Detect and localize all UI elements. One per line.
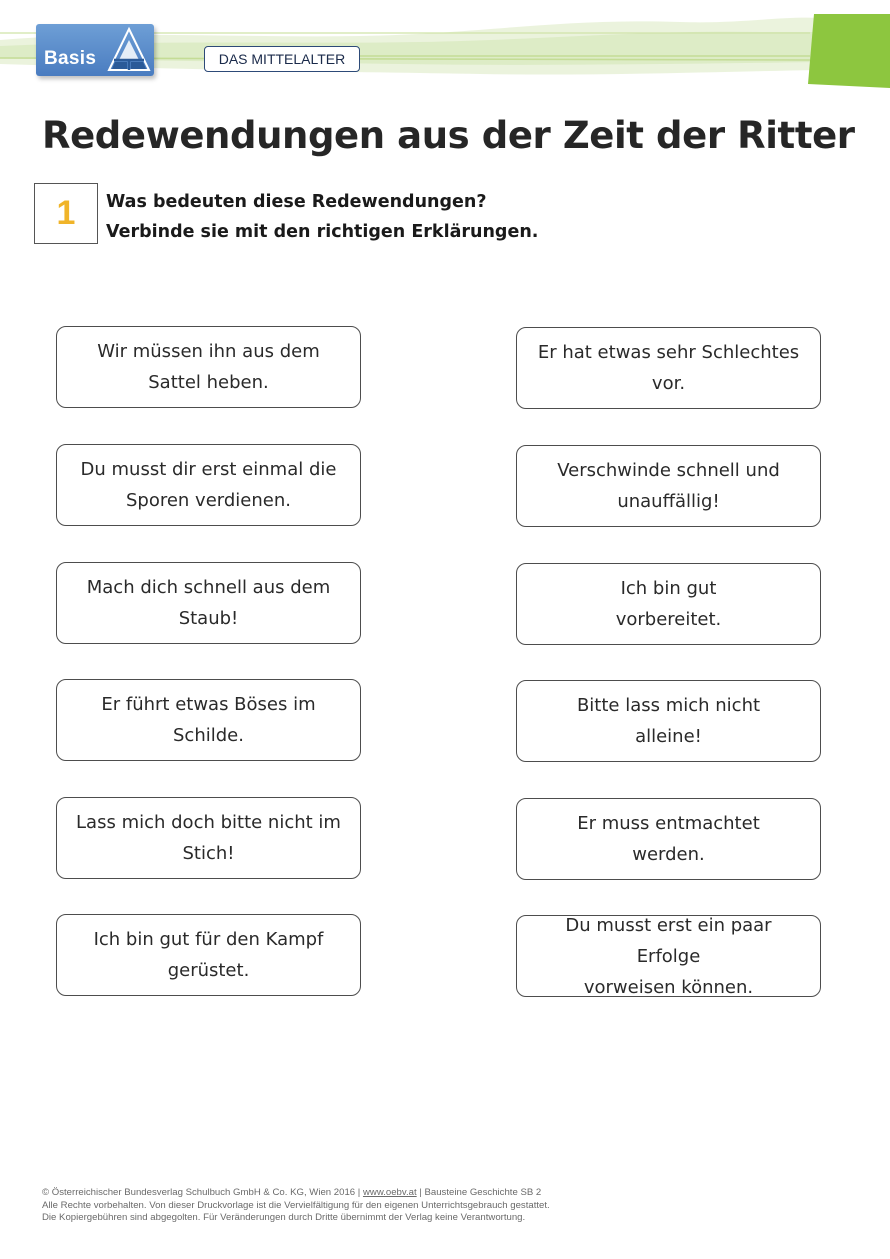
- card-text: [94, 924, 324, 986]
- explanation-card[interactable]: [516, 798, 821, 880]
- card-text: [101, 689, 315, 751]
- explanation-card[interactable]: [516, 563, 821, 645]
- card-text: [538, 337, 799, 399]
- card-line: Mach dich schnell aus dem: [86, 577, 331, 598]
- card-line: Stich!: [182, 843, 235, 864]
- logo-text: Basis: [44, 48, 97, 69]
- card-text: [577, 690, 760, 752]
- card-line: vorweisen können.: [583, 976, 754, 998]
- idiom-card[interactable]: [56, 326, 361, 408]
- card-line: Verschwinde schnell und: [557, 460, 780, 481]
- idiom-card[interactable]: [56, 444, 361, 526]
- card-line: Er führt etwas Böses im: [101, 694, 316, 715]
- card-line: Er hat etwas sehr Schlechtes: [537, 342, 800, 363]
- green-corner-tab: [808, 14, 890, 88]
- card-text: [531, 910, 806, 1003]
- card-text: [577, 808, 760, 870]
- card-line: Er muss entmachtet: [577, 813, 760, 834]
- card-line: Du musst dir erst einmal die: [80, 459, 337, 480]
- card-text: [97, 336, 320, 398]
- card-line: Wir müssen ihn aus dem: [97, 341, 320, 362]
- idiom-card[interactable]: [56, 914, 361, 996]
- explanation-card[interactable]: [516, 445, 821, 527]
- idiom-card[interactable]: [56, 562, 361, 644]
- card-line: alleine!: [635, 726, 702, 747]
- task-number-box: 1: [34, 183, 98, 244]
- section-tag: DAS MITTELALTER: [204, 46, 360, 72]
- instruction-line-2: Verbinde sie mit den richtigen Erklärungen.: [106, 222, 539, 242]
- card-line: Ich bin gut für den Kampf: [93, 929, 324, 950]
- card-text: [616, 573, 722, 635]
- copyright-footer: [42, 1187, 550, 1225]
- card-line: Staub!: [178, 608, 239, 629]
- card-line: Sattel heben.: [148, 372, 269, 393]
- card-text: [557, 455, 780, 517]
- card-line: Lass mich doch bitte nicht im: [76, 812, 341, 833]
- footer-text: | Bausteine Geschichte SB 2: [416, 1187, 542, 1198]
- footer-line-2: Alle Rechte vorbehalten. Von dieser Druckvorlage ist die Vervielfältigung für den eigenen Unterrichtsgebrauch gestattet.: [42, 1199, 550, 1211]
- pyramid-icon: [106, 26, 152, 74]
- card-text: [76, 807, 341, 869]
- card-line: unauffällig!: [617, 491, 720, 512]
- footer-line-1: [42, 1187, 550, 1200]
- instruction-line-1: Was bedeuten diese Redewendungen?: [106, 192, 487, 212]
- card-text: [81, 454, 337, 516]
- basis-logo: [36, 24, 154, 76]
- task-instructions: [106, 187, 538, 247]
- explanation-card[interactable]: [516, 327, 821, 409]
- page-title: Redewendungen aus der Zeit der Ritter: [42, 114, 855, 157]
- footer-text: © Österreichischer Bundesverlag Schulbuch GmbH & Co. KG, Wien 2016 |: [42, 1187, 363, 1198]
- explanation-card[interactable]: [516, 680, 821, 762]
- card-line: Sporen verdienen.: [125, 490, 291, 511]
- idiom-card[interactable]: [56, 679, 361, 761]
- footer-line-3: Die Kopiergebühren sind abgegolten. Für Veränderungen durch Dritte übernimmt der Verlag keine Verantwortung.: [42, 1212, 526, 1223]
- card-line: vorbereitet.: [615, 609, 722, 630]
- card-line: Bitte lass mich nicht: [576, 695, 761, 716]
- card-text: [87, 572, 331, 634]
- card-line: werden.: [632, 844, 705, 865]
- publisher-link[interactable]: www.oebv.at: [362, 1187, 417, 1198]
- card-line: Du musst erst ein paar Erfolge: [565, 914, 772, 967]
- card-line: gerüstet.: [167, 960, 250, 981]
- card-line: Schilde.: [173, 725, 244, 746]
- card-line: vor.: [651, 373, 686, 394]
- card-line: Ich bin gut: [620, 578, 717, 599]
- idiom-card[interactable]: [56, 797, 361, 879]
- explanation-card[interactable]: [516, 915, 821, 997]
